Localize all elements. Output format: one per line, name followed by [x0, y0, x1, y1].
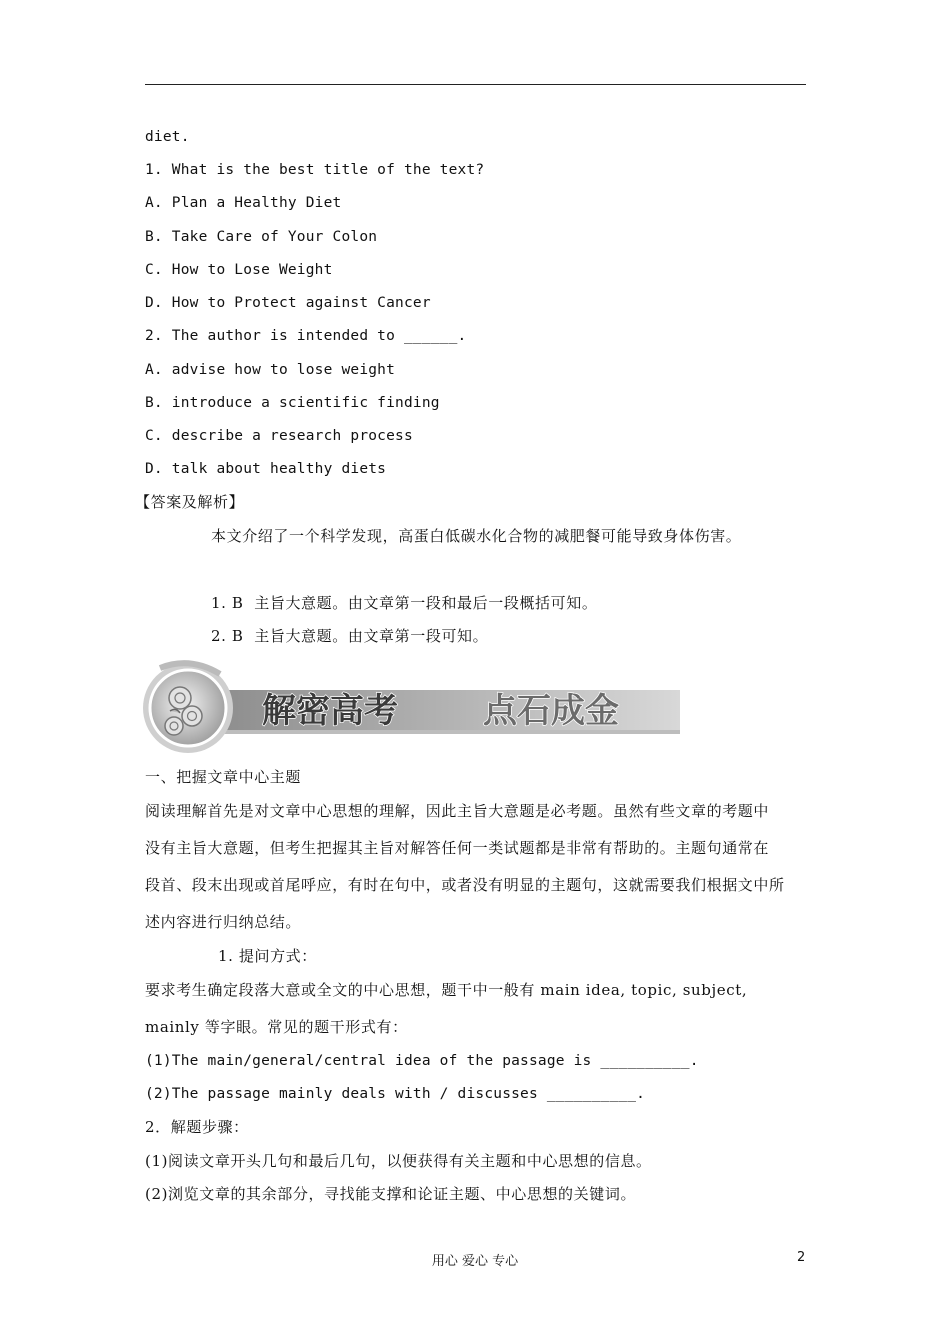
answer-1: 1. B 主旨大意题。由文章第一段和最后一段概括可知。: [211, 594, 598, 612]
section-banner: [140, 656, 685, 756]
answer-heading: 【答案及解析】: [135, 493, 245, 511]
option-a: A. advise how to lose weight: [145, 362, 396, 378]
paragraph-line: 要求考生确定段落大意或全文的中心思想，题干中一般有 main idea, topic, subject,: [145, 981, 748, 999]
answer-2: 2. B 主旨大意题。由文章第一段可知。: [211, 627, 489, 645]
paragraph-line: 阅读理解首先是对文章中心思想的理解，因此主旨大意题是必考题。虽然有些文章的考题中: [145, 802, 770, 820]
section-heading: 一、把握文章中心主题: [145, 768, 302, 786]
banner-title-right: 点石成金: [483, 691, 619, 731]
footer-text: 用心 爱心 专心: [431, 1254, 519, 1269]
step-1: (1)阅读文章开头几句和最后几句，以便获得有关主题和中心思想的信息。: [145, 1152, 652, 1170]
option-d: D. talk about healthy diets: [145, 461, 387, 477]
paragraph-line: mainly 等字眼。常见的题干形式有：: [145, 1018, 408, 1036]
example-stem-2: (2)The passage mainly deals with / discusses __________.: [145, 1086, 646, 1102]
question-1: 1. What is the best title of the text?: [145, 162, 485, 178]
option-c: C. describe a research process: [145, 428, 413, 444]
header-rule: [145, 84, 806, 85]
banner-title-left: 解密高考: [262, 691, 398, 731]
answer-summary: 本文介绍了一个科学发现，高蛋白低碳水化合物的减肥餐可能导致身体伤害。: [211, 527, 742, 545]
option-b: B. Take Care of Your Colon: [145, 229, 378, 245]
option-b: B. introduce a scientific finding: [145, 395, 440, 411]
paragraph-line: 没有主旨大意题，但考生把握其主旨对解答任何一类试题都是非常有帮助的。主题句通常在: [145, 839, 770, 857]
option-a: A. Plan a Healthy Diet: [145, 195, 342, 211]
subheading-question-form: 1. 提问方式：: [218, 947, 317, 965]
page-number: 2: [797, 1250, 806, 1265]
paragraph-line: 述内容进行归纳总结。: [145, 913, 302, 931]
option-c: C. How to Lose Weight: [145, 262, 333, 278]
question-2: 2. The author is intended to ______.: [145, 328, 467, 344]
step-2: (2)浏览文章的其余部分，寻找能支撑和论证主题、中心思想的关键词。: [145, 1185, 637, 1203]
paragraph-line: 段首、段末出现或首尾呼应，有时在句中，或者没有明显的主题句，这就需要我们根据文中所: [145, 876, 785, 894]
example-stem-1: (1)The main/general/central idea of the passage is __________.: [145, 1053, 699, 1069]
subheading-steps: 2．解题步骤：: [145, 1118, 249, 1136]
option-d: D. How to Protect against Cancer: [145, 295, 431, 311]
text-line: diet.: [145, 129, 190, 145]
